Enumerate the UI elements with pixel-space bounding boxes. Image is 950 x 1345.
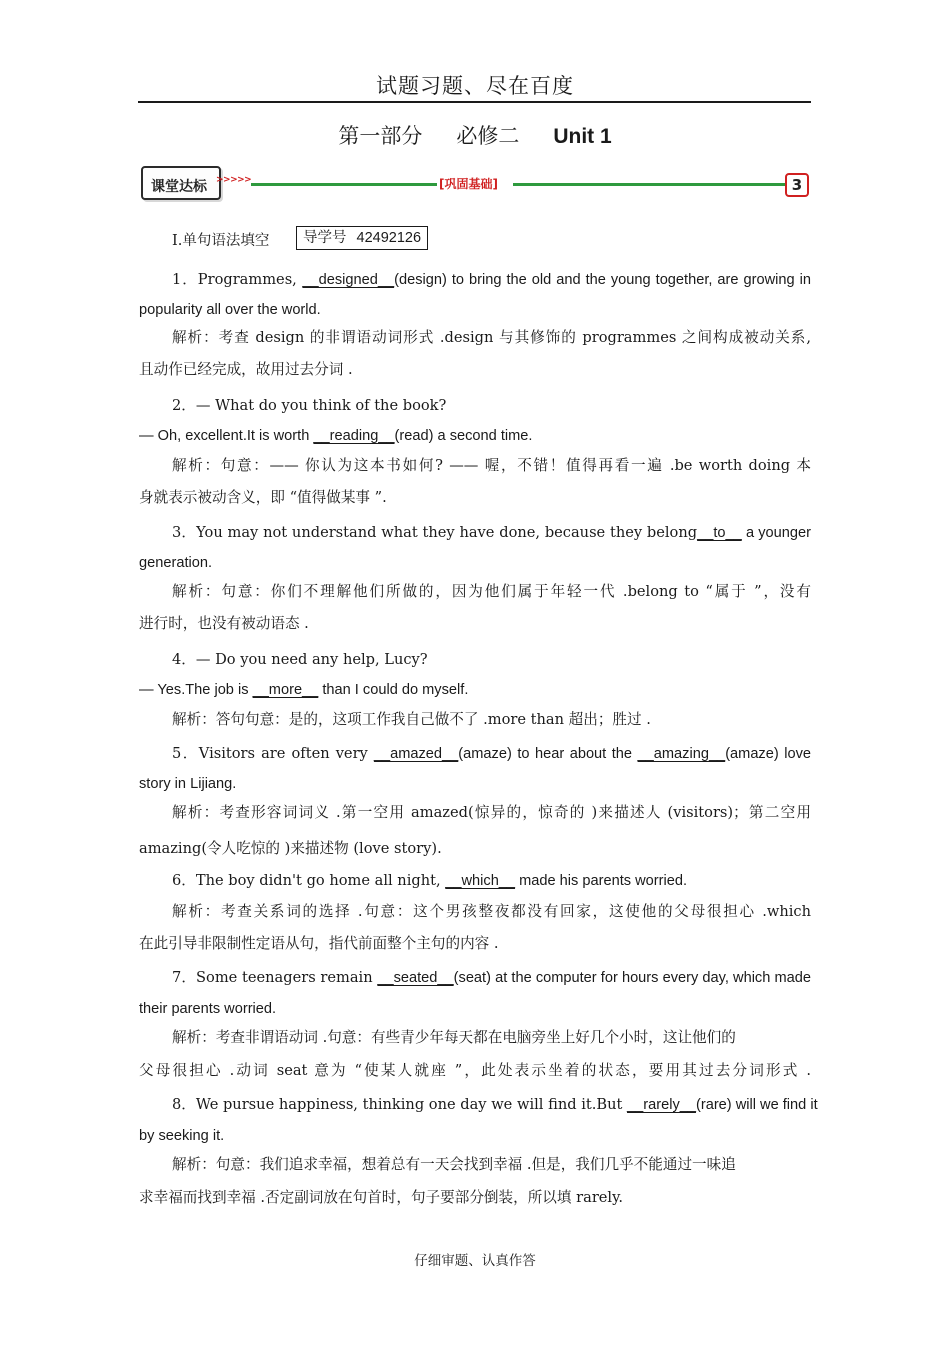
line-text: (design) to bring the old and the young together, are growing in — [394, 272, 811, 288]
line-text: (seat) at the computer for hours every day, which made — [453, 970, 811, 986]
line-text: by seeking it. — [139, 1128, 225, 1144]
answer-blank: __designed__ — [302, 272, 395, 288]
line-text: their parents worried. — [139, 1001, 277, 1017]
answer-blank: __to__ — [697, 525, 742, 541]
banner-arrows: >>>>> — [216, 175, 252, 185]
text-line — [139, 488, 811, 508]
page-footer: 仔细审题、认真作答 — [414, 1253, 536, 1269]
question-line — [172, 270, 811, 290]
line-text: — Oh, excellent.It is worth — [139, 428, 314, 444]
analysis-line — [172, 902, 811, 922]
text-line — [139, 614, 811, 634]
guide-number-box — [296, 226, 428, 250]
banner-line-left — [251, 183, 437, 186]
text-line — [139, 360, 811, 380]
text-line — [172, 650, 811, 670]
question-line — [172, 523, 811, 543]
line-text: 解析：句意：我们追求幸福，想着总有一天会找到幸福 .但是，我们几乎不能通过一味追 — [172, 1156, 736, 1173]
question-line — [172, 871, 811, 891]
line-text: generation. — [139, 555, 213, 571]
line-text: 解析：考查关系词的选择 .句意：这个男孩整夜都没有回家，这使他的父母很担心 .which — [172, 903, 811, 920]
page-header-title: 试题习题、尽在百度 — [376, 74, 574, 98]
line-text: (read) a second time. — [394, 428, 533, 444]
line-text: than I could do myself. — [318, 682, 469, 698]
analysis-line — [172, 1028, 811, 1048]
answer-blank: __amazed__ — [373, 746, 459, 762]
banner-middle-label: [巩固基础] — [439, 177, 498, 191]
analysis-line — [172, 328, 811, 348]
header-divider — [138, 101, 811, 103]
line-text: 3．You may not understand what they have done, because they belong — [172, 524, 698, 541]
answer-blank: __which__ — [445, 873, 516, 889]
text-line — [139, 553, 811, 573]
text-line — [139, 1188, 811, 1208]
guide-label: 导学号 — [303, 230, 347, 246]
guide-number: 42492126 — [356, 230, 422, 246]
line-text: 1．Programmes, — [172, 271, 303, 288]
text-line — [139, 300, 811, 320]
module-label: 必修二 — [456, 124, 520, 148]
analysis-line — [172, 582, 811, 602]
line-text: 解析：答句句意：是的，这项工作我自己做不了 .more than 超出；胜过 . — [172, 711, 651, 728]
line-text: (amaze) to hear about the — [458, 746, 638, 762]
line-text: 8．We pursue happiness, thinking one day we will find it.But — [172, 1096, 628, 1113]
line-text: 7．Some teenagers remain — [172, 969, 378, 986]
text-line — [139, 1061, 811, 1081]
line-text: made his parents worried. — [515, 873, 688, 889]
banner-number-badge: 3 — [785, 173, 809, 197]
line-text: 4．— Do you need any help, Lucy? — [172, 651, 428, 668]
line-text: 求幸福而找到幸福 .否定副词放在句首时，句子要部分倒装，所以填 rarely. — [139, 1189, 624, 1206]
answer-blank: __seated__ — [377, 970, 454, 986]
text-line — [139, 774, 811, 794]
text-line — [139, 934, 811, 954]
line-text: 5．Visitors are often very — [172, 745, 374, 762]
line-text: 父母很担心 .动词 seat 意为 “使某人就座 ”，此处表示坐着的状态，要用其过去分词形式 . — [139, 1062, 811, 1079]
line-text: popularity all over the world. — [139, 302, 321, 318]
line-text: 且动作已经完成，故用过去分词 . — [139, 361, 353, 378]
line-text: 身就表示被动含义，即 “值得做某事 ”. — [139, 489, 387, 506]
section-label: Ⅰ.单句语法填空 — [172, 233, 270, 249]
answer-blank: __amazing__ — [637, 746, 726, 762]
line-text: 进行时，也没有被动语态 . — [139, 615, 309, 632]
line-text: — Yes.The job is — [139, 682, 253, 698]
line-text: 6．The boy didn't go home all night, — [172, 872, 446, 889]
answer-blank: __rarely__ — [627, 1097, 696, 1113]
line-text: a younger — [741, 525, 811, 541]
question-line — [139, 426, 811, 446]
analysis-line — [172, 456, 811, 476]
question-line — [172, 968, 811, 988]
answer-blank: __more__ — [252, 682, 319, 698]
unit-label: Unit 1 — [553, 125, 612, 148]
part-title — [0, 120, 950, 150]
text-line — [139, 1126, 811, 1146]
question-line — [172, 1095, 818, 1115]
text-line — [172, 396, 811, 416]
line-text: amazing(令人吃惊的 )来描述物 (love story). — [139, 840, 442, 857]
line-text: 解析：考查 design 的非谓语动词形式 .design 与其修饰的 programmes 之间构成被动关系, — [172, 329, 811, 346]
banner-tag-label: 课堂达标 — [151, 179, 207, 195]
analysis-line — [172, 710, 811, 730]
line-text: story in Lijiang. — [139, 776, 237, 792]
line-text: 解析：考查形容词词义 .第一空用 amazed(惊异的，惊奇的 )来描述人 (visitors)；第二空用 — [172, 804, 811, 821]
line-text: 解析：句意：你们不理解他们所做的，因为他们属于年轻一代 .belong to “属于 ”，没有 — [172, 583, 811, 600]
text-line — [139, 999, 811, 1019]
question-line — [172, 744, 811, 764]
line-text: 2．— What do you think of the book? — [172, 397, 447, 414]
analysis-line — [172, 1155, 811, 1175]
line-text: 解析：考查非谓语动词 .句意：有些青少年每天都在电脑旁坐上好几个小时，这让他们的 — [172, 1029, 736, 1046]
section-banner — [141, 166, 811, 202]
answer-blank: __reading__ — [313, 428, 395, 444]
question-line — [139, 680, 811, 700]
line-text: 在此引导非限制性定语从句，指代前面整个主句的内容 . — [139, 935, 499, 952]
banner-line-right — [513, 183, 785, 186]
banner-tag — [141, 166, 221, 200]
part-label: 第一部分 — [338, 124, 423, 148]
line-text: (rare) will we find it — [695, 1097, 818, 1113]
text-line — [139, 839, 811, 859]
line-text: (amaze) love — [725, 746, 811, 762]
analysis-line — [172, 803, 811, 823]
line-text: 解析：句意：—— 你认为这本书如何? —— 喔，不错！值得再看一遍 .be worth doing 本 — [172, 457, 811, 474]
